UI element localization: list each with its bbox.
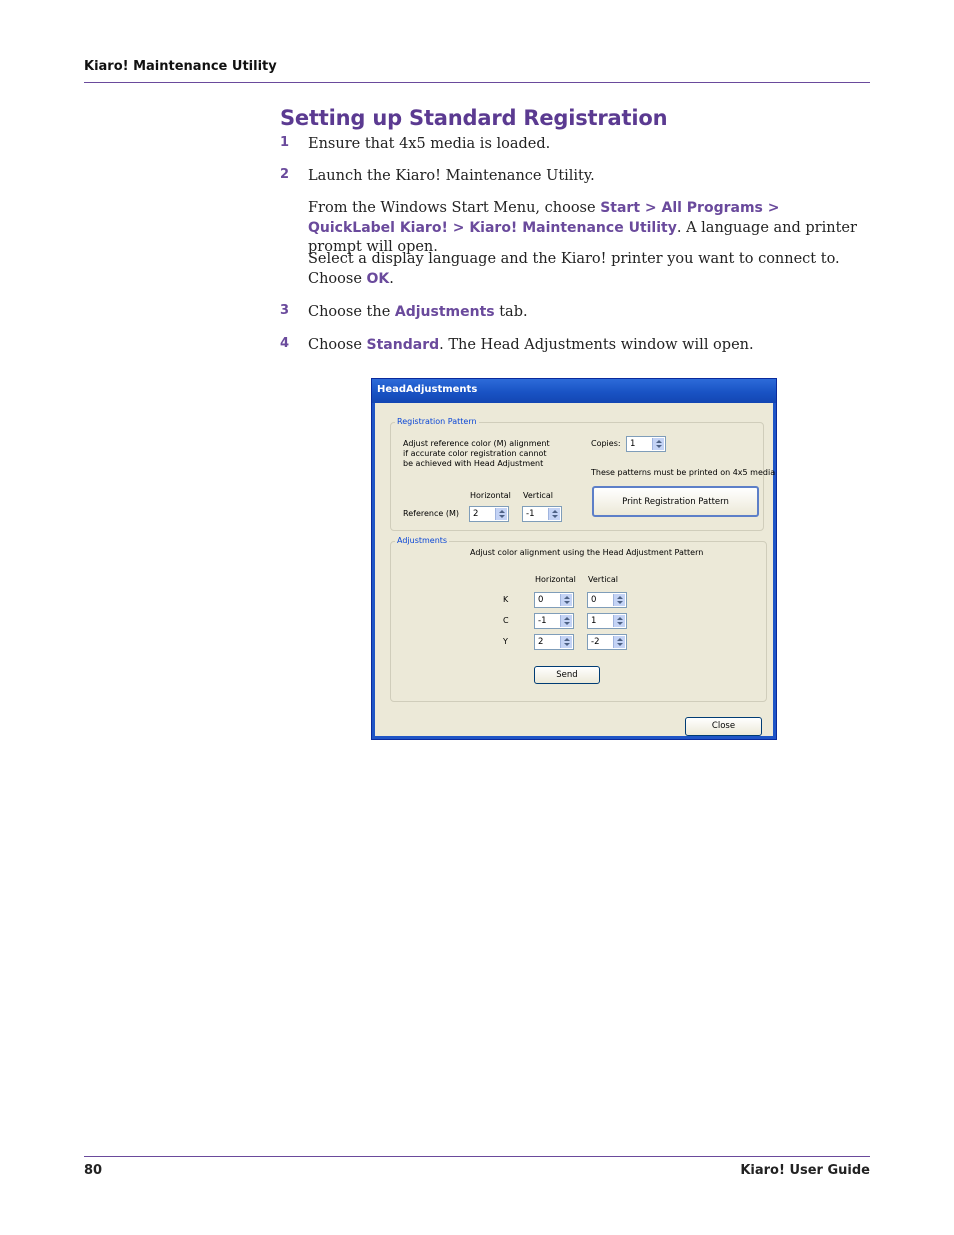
stepper-arrows-icon[interactable] (613, 615, 625, 627)
step-number: 2 (280, 167, 290, 182)
step-number: 3 (280, 303, 290, 318)
adjustments-note: Adjust color alignment using the Head Adjustment Pattern (470, 548, 704, 557)
step-keyword: Adjustments (394, 304, 495, 320)
k-horizontal-stepper[interactable] (534, 592, 574, 608)
reference-vertical-stepper[interactable] (522, 506, 562, 522)
stepper-arrows-icon[interactable] (560, 615, 572, 627)
y-horizontal-stepper[interactable] (534, 634, 574, 650)
step-text: Launch the Kiaro! Maintenance Utility. (308, 168, 595, 184)
para-text: . (389, 270, 394, 287)
stepper-value: -2 (591, 637, 600, 647)
running-header: Kiaro! Maintenance Utility (84, 59, 277, 74)
stepper-value: 2 (538, 637, 544, 647)
page-number: 80 (84, 1163, 103, 1178)
stepper-arrows-icon[interactable] (613, 594, 625, 606)
row-label-y: Y (503, 637, 508, 646)
stepper-value: 1 (591, 616, 597, 626)
horizontal-label: Horizontal (535, 575, 576, 584)
y-vertical-stepper[interactable] (587, 634, 627, 650)
reference-horizontal-stepper[interactable] (469, 506, 509, 522)
step-post: . The Head Adjustments window will open. (439, 337, 754, 353)
k-vertical-stepper[interactable] (587, 592, 627, 608)
stepper-value: 0 (538, 595, 544, 605)
window-border-left (372, 403, 375, 739)
copies-label: Copies: (591, 439, 621, 448)
c-horizontal-stepper[interactable] (534, 613, 574, 629)
stepper-arrows-icon[interactable] (560, 594, 572, 606)
row-label-c: C (503, 616, 509, 625)
section-heading: Setting up Standard Registration (280, 106, 668, 130)
step-pre: Choose the (308, 304, 395, 320)
step-number: 1 (280, 135, 290, 150)
step-text (308, 303, 868, 322)
stepper-arrows-icon[interactable] (560, 636, 572, 648)
close-button[interactable]: Close (685, 717, 762, 736)
copies-stepper[interactable] (626, 436, 666, 452)
stepper-value: 0 (591, 595, 597, 605)
stepper-value: 2 (473, 509, 479, 519)
print-registration-pattern-button[interactable]: Print Registration Pattern (592, 486, 759, 517)
step-text (308, 336, 868, 355)
step-text: Ensure that 4x5 media is loaded. (308, 136, 551, 152)
patterns-note: These patterns must be printed on 4x5 media (591, 468, 776, 477)
header-rule (84, 82, 870, 83)
stepper-arrows-icon[interactable] (495, 508, 507, 520)
horizontal-label: Horizontal (470, 491, 511, 500)
stepper-arrows-icon[interactable] (548, 508, 560, 520)
para-text: From the Windows Start Menu, choose (308, 200, 601, 216)
group-title: Adjustments (397, 536, 448, 545)
step-keyword: Standard (366, 337, 440, 353)
step-pre: Choose (308, 337, 367, 353)
group-title: Registration Pattern (397, 417, 477, 426)
row-label-k: K (503, 595, 509, 604)
window-border-bottom (372, 736, 776, 739)
send-button[interactable]: Send (534, 666, 600, 684)
reference-label: Reference (M) (403, 509, 459, 518)
ok-keyword: OK (366, 270, 390, 287)
dialog-title-bar[interactable] (372, 379, 776, 403)
para-text: . A language and printer prompt will open. (308, 219, 857, 255)
guide-title: Kiaro! User Guide (740, 1163, 870, 1178)
paragraph-select-printer (308, 250, 870, 289)
dialog-title: HeadAdjustments (377, 384, 478, 395)
vertical-label: Vertical (588, 575, 618, 584)
stepper-arrows-icon[interactable] (613, 636, 625, 648)
footer-rule (84, 1156, 870, 1157)
stepper-value: -1 (526, 509, 535, 519)
para-text: Select a display language and the Kiaro! printer you want to connect to. Choose (308, 251, 840, 287)
head-adjustments-dialog (371, 378, 777, 740)
paragraph-start-menu (308, 199, 870, 258)
step-number: 4 (280, 336, 290, 351)
step-post: tab. (494, 304, 528, 320)
stepper-value: -1 (538, 616, 547, 626)
vertical-label: Vertical (523, 491, 553, 500)
reg-note: Adjust reference color (M) alignment if accurate color registration cannot be achieved with Head Adjustment (403, 439, 550, 468)
stepper-value: 1 (630, 439, 636, 449)
menu-path: Start > All Programs > QuickLabel Kiaro! > Kiaro! Maintenance Utility (308, 200, 780, 236)
stepper-arrows-icon[interactable] (652, 438, 664, 450)
window-border-right (773, 403, 776, 739)
c-vertical-stepper[interactable] (587, 613, 627, 629)
